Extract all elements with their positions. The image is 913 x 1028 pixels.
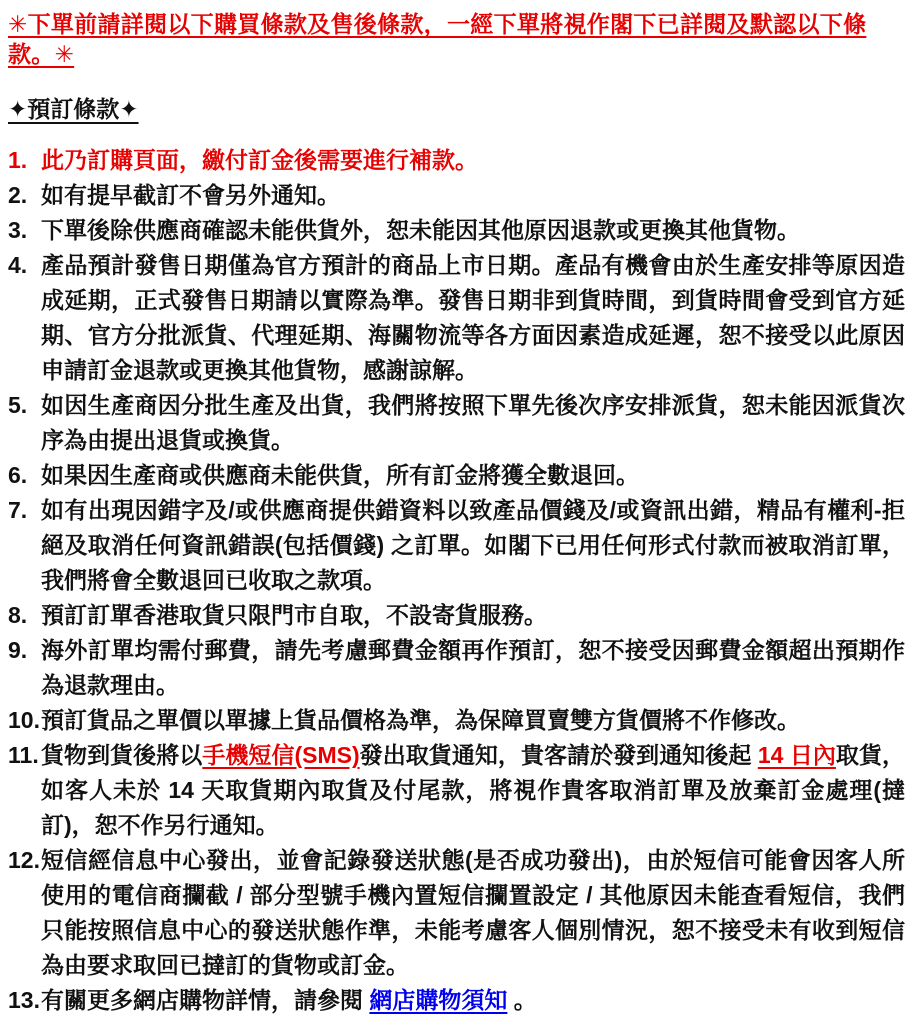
term-text — [41, 143, 905, 178]
term-number: 4. — [8, 252, 28, 278]
term-text — [41, 213, 905, 248]
term-text-segment: 如果因生產商或供應商未能供貨，所有訂金將獲全數退回。 — [41, 462, 639, 488]
term-item-3 — [8, 213, 905, 248]
term-number: 10. — [8, 707, 40, 733]
term-item-8 — [8, 598, 905, 633]
term-item-12 — [8, 843, 905, 983]
term-item-7 — [8, 493, 905, 598]
term-text — [41, 983, 905, 1018]
section-title: ✦預訂條款✦ — [8, 96, 139, 122]
term-text — [41, 248, 905, 388]
term-text — [41, 843, 905, 983]
term-text-segment: 預訂訂單香港取貨只限門市自取，不設寄貨服務。 — [41, 602, 547, 628]
highlighted-term-text: 14 日內 — [757, 742, 836, 768]
term-text-segment: 。 — [507, 987, 537, 1013]
term-number: 9. — [8, 637, 28, 663]
term-item-5 — [8, 388, 905, 458]
store-shopping-guide-link[interactable]: 網店購物須知 — [369, 987, 508, 1013]
term-text — [41, 388, 905, 458]
term-text — [41, 738, 905, 843]
term-text — [41, 493, 905, 598]
term-item-6 — [8, 458, 905, 493]
term-item-11 — [8, 738, 905, 843]
terms-list — [8, 143, 905, 1018]
term-item-4 — [8, 248, 905, 388]
term-text-segment: 產品預計發售日期僅為官方預計的商品上市日期。產品有機會由於生產安排等原因造成延期，正式發售日期請以實際為準。發售日期非到貨時間，到貨時間會受到官方延期、官方分批派貨、代理延期、海關物流等各方面因素造成延遲，恕不接受以此原因申請訂金退款或更換其他貨物，感謝諒解。 — [41, 252, 905, 383]
term-number: 12. — [8, 847, 40, 873]
term-number: 3. — [8, 217, 28, 243]
term-text-segment: 如有提早截訂不會另外通知。 — [41, 182, 340, 208]
term-number: 11. — [8, 742, 39, 768]
term-text-segment: 此乃訂購頁面，繳付訂金後需要進行補款。 — [41, 147, 478, 173]
term-number: 6. — [8, 462, 28, 488]
term-text-segment: 發出取貨通知，貴客請於發到通知後起 — [359, 742, 758, 768]
term-text — [41, 703, 905, 738]
term-text-segment: 海外訂單均需付郵費，請先考慮郵費金額再作預訂，恕不接受因郵費金額超出預期作為退款理由。 — [41, 637, 905, 698]
highlighted-term-text: 手機短信(SMS) — [202, 742, 360, 768]
term-number: 7. — [8, 497, 28, 523]
term-number: 13. — [8, 987, 40, 1013]
term-item-9 — [8, 633, 905, 703]
term-text-segment: 有關更多網店購物詳情，請參閱 — [41, 987, 370, 1013]
term-number: 1. — [8, 147, 28, 173]
term-text-segment: 貨物到貨後將以 — [41, 742, 203, 768]
purchase-notice-banner: ✳下單前請詳閱以下購買條款及售後條款，一經下單將視作閣下已詳閱及默認以下條款。✳ — [8, 11, 867, 67]
term-text-segment: 取貨，如客人未於 14 天取貨期內取貨及付尾款，將視作貴客取消訂單及放棄訂金處理(撻訂)，恕不作另行通知。 — [41, 742, 906, 838]
term-text-segment: 如因生產商因分批生產及出貨，我們將按照下單先後次序安排派貨，恕未能因派貨次序為由提出退貨或換貨。 — [41, 392, 905, 453]
term-text-segment: 如有出現因錯字及/或供應商提供錯資料以致產品價錢及/或資訊出錯，精品有權利-拒絕及取消任何資訊錯誤(包括價錢) 之訂單。如閣下已用任何形式付款而被取消訂單，我們將會全數退回已收取之款項。 — [41, 497, 905, 593]
term-text — [41, 178, 905, 213]
term-item-13 — [8, 983, 905, 1018]
term-number: 2. — [8, 182, 28, 208]
term-text-segment: 下單後除供應商確認未能供貨外，恕未能因其他原因退款或更換其他貨物。 — [41, 217, 800, 243]
term-text-segment: 短信經信息中心發出，並會記錄發送狀態(是否成功發出)，由於短信可能會因客人所使用的電信商攔截 / 部分型號手機內置短信攔置設定 / 其他原因未能查看短信，我們只能按照信息中心的發送狀態作準，未能考慮客人個別情況，恕不接受未有收到短信為由要求取回已撻訂的貨物或訂金。 — [41, 847, 905, 978]
term-text-segment: 預訂貨品之單價以單據上貨品價格為準，為保障買賣雙方貨價將不作修改。 — [41, 707, 800, 733]
term-item-1 — [8, 143, 905, 178]
term-number: 8. — [8, 602, 28, 628]
term-text — [41, 598, 905, 633]
term-text — [41, 458, 905, 493]
term-number: 5. — [8, 392, 28, 418]
term-text — [41, 633, 905, 703]
term-item-10 — [8, 703, 905, 738]
term-item-2 — [8, 178, 905, 213]
